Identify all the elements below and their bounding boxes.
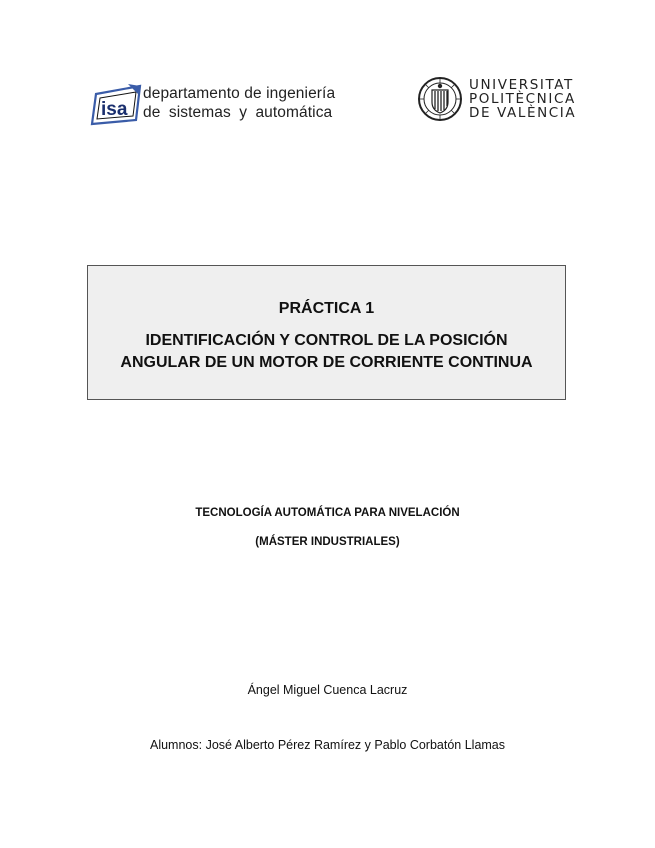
upv-logo-line2: POLITÈCNICA	[469, 91, 576, 107]
isa-logo	[90, 80, 340, 126]
upv-logo-line1: UNIVERSITAT	[469, 77, 574, 93]
isa-logo-line1: departamento de ingeniería	[143, 85, 336, 102]
document-title	[88, 330, 565, 374]
upv-logo-text	[469, 78, 576, 120]
practice-number: PRÁCTICA 1	[278, 300, 375, 317]
course-degree: (MÁSTER INDUSTRIALES)	[255, 536, 400, 548]
course-subject: TECNOLOGÍA AUTOMÁTICA PARA NIVELACIÓN	[195, 507, 460, 519]
isa-logo-mark	[90, 80, 142, 126]
upv-seal-icon	[417, 76, 463, 122]
document-title-line1: IDENTIFICACIÓN Y CONTROL DE LA POSICIÓN	[145, 332, 508, 349]
isa-logo-line2: de sistemas y automática	[143, 104, 333, 121]
students-line: Alumnos: José Alberto Pérez Ramírez y Pablo Corbatón Llamas	[149, 738, 506, 752]
isa-logo-text	[143, 84, 335, 122]
title-box	[87, 265, 566, 400]
isa-mark-text: isa	[101, 99, 128, 120]
teacher-name: Ángel Miguel Cuenca Lacruz	[247, 683, 408, 697]
upv-logo	[417, 76, 577, 126]
upv-logo-line3: DE VALÈNCIA	[469, 105, 577, 121]
document-title-line2: ANGULAR DE UN MOTOR DE CORRIENTE CONTINUA	[120, 354, 533, 371]
